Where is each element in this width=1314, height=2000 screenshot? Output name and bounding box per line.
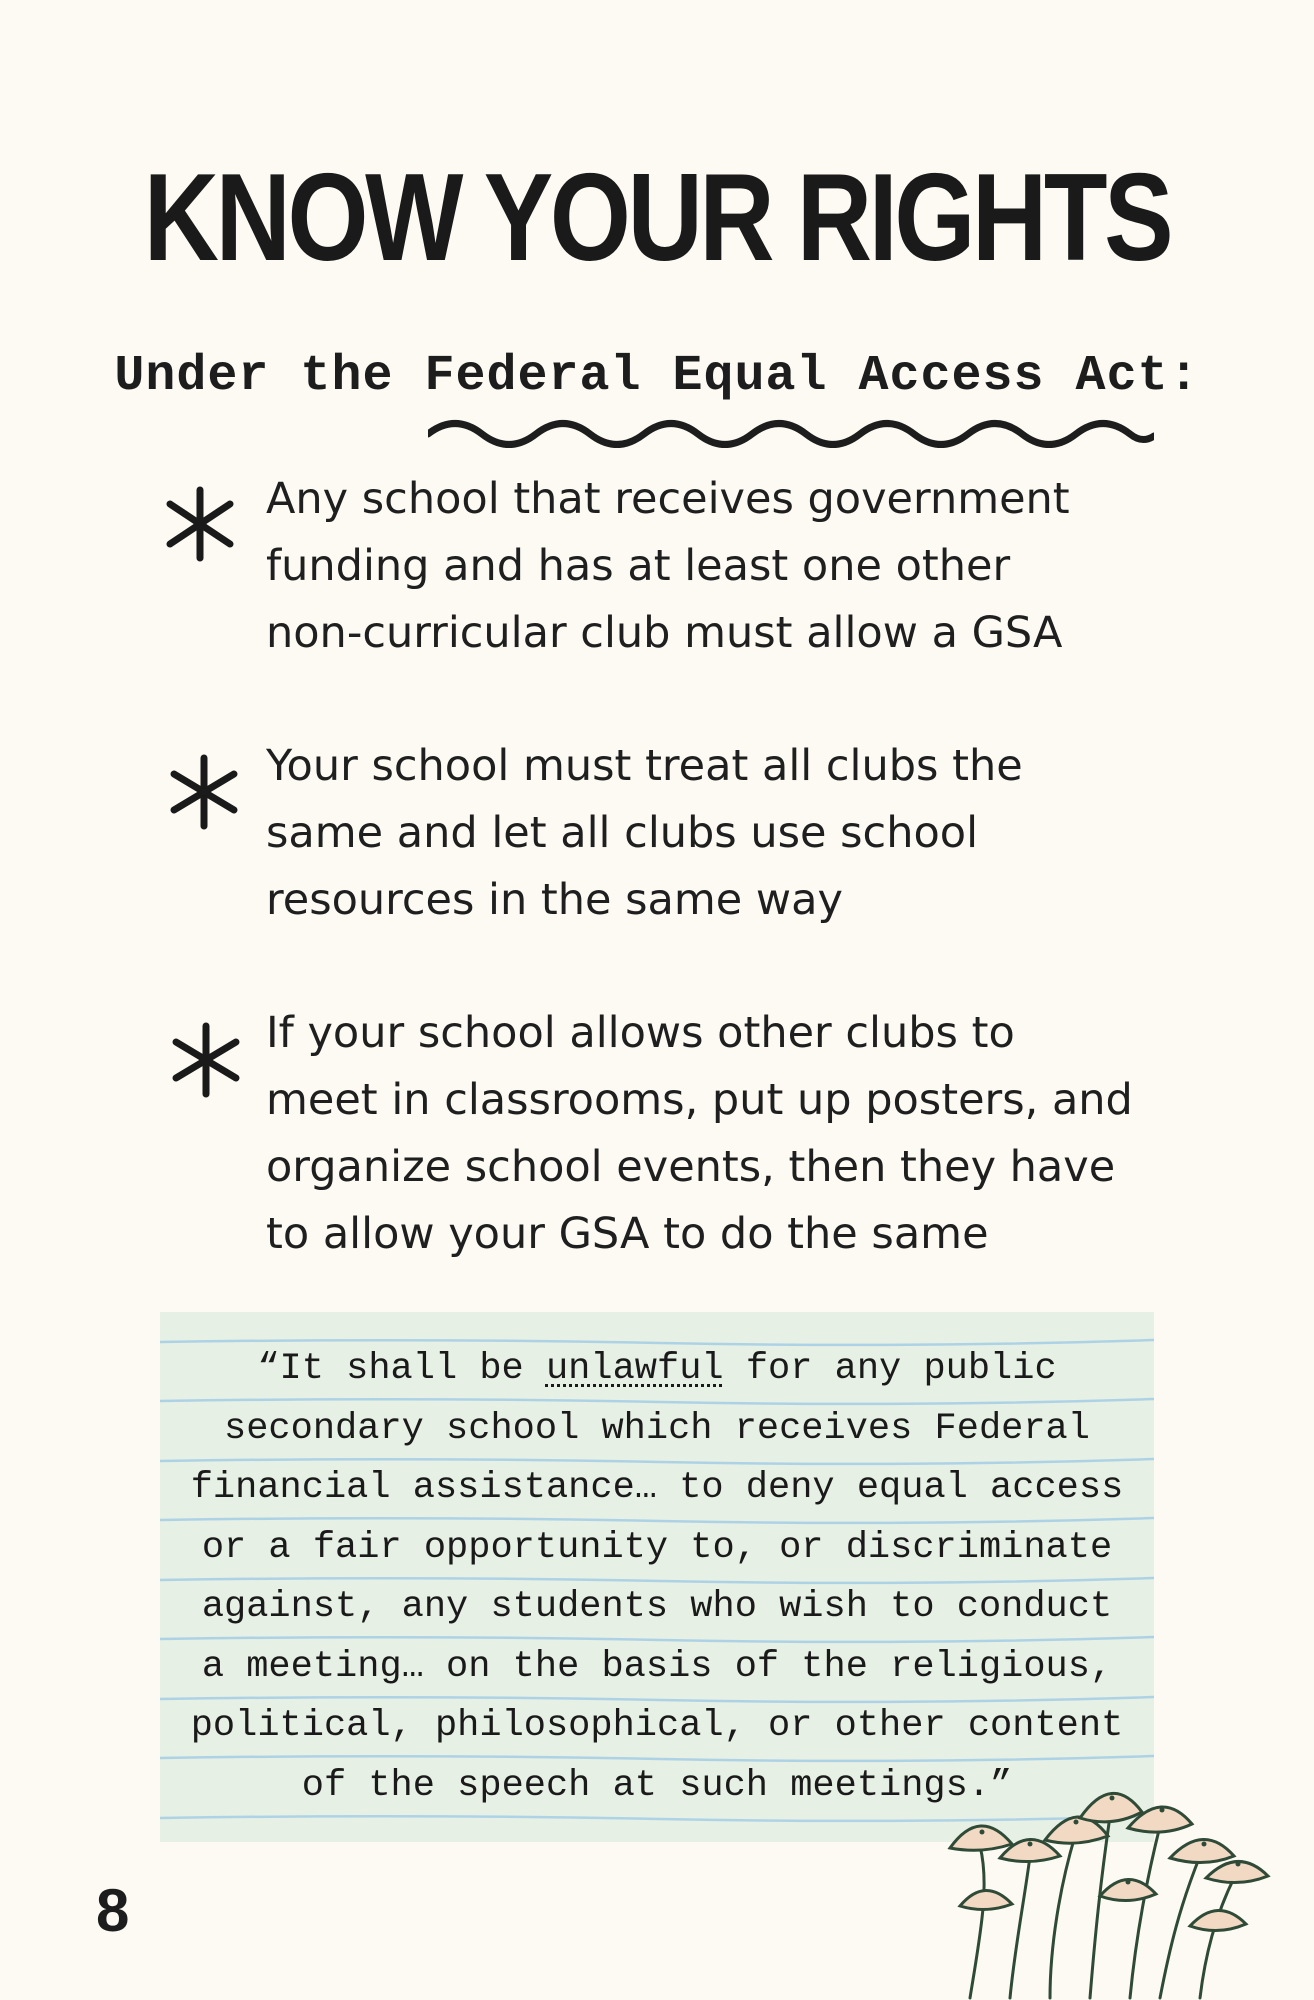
rights-line: to allow your GSA to do the same [266,1209,989,1259]
rights-line: funding and has at least one other [266,541,1011,591]
rights-list-item-text [266,466,1206,667]
rights-line: If your school allows other clubs to [266,1008,1015,1058]
rights-line: resources in the same way [266,875,843,925]
quote-line: “It shall be [257,1348,546,1390]
page-title: KNOW YOUR RIGHTS [143,149,1171,287]
quote-line: a meeting… on the basis of the religious, [201,1645,1113,1688]
rights-line: Your school must treat all clubs the [266,741,1023,791]
asterisk-icon [160,484,240,564]
quote-line: or a fair opportunity to, or discriminate [201,1526,1113,1569]
quote-line: for any public [723,1348,1057,1390]
page-number: 8 [96,1877,130,1944]
rights-line: same and let all clubs use school [266,808,979,858]
quote-line: of the speech at such meetings.” [301,1764,1013,1807]
quote-line: political, philosophical, or other content [190,1705,1124,1747]
mushroom-cluster-illustration [900,1736,1280,2000]
rights-line: non-curricular club must allow a GSA [266,608,1063,658]
rights-list-item-text [266,1000,1206,1268]
rights-line: Any school that receives government [266,474,1070,524]
rights-line: meet in classrooms, put up posters, and [266,1075,1133,1125]
rights-line: organize school events, then they have [266,1142,1116,1192]
asterisk-icon [166,1020,246,1100]
quote-emphasis: unlawful [545,1348,724,1390]
quote-line: secondary school which receives Federal [224,1407,1090,1450]
subtitle: Under the Federal Equal Access Act: [114,348,1200,405]
quote-line: financial assistance… to deny equal access [190,1467,1124,1509]
quote-line: against, any students who wish to conduct [201,1586,1113,1628]
rights-list-item-text [266,733,1206,934]
asterisk-icon [164,752,244,832]
